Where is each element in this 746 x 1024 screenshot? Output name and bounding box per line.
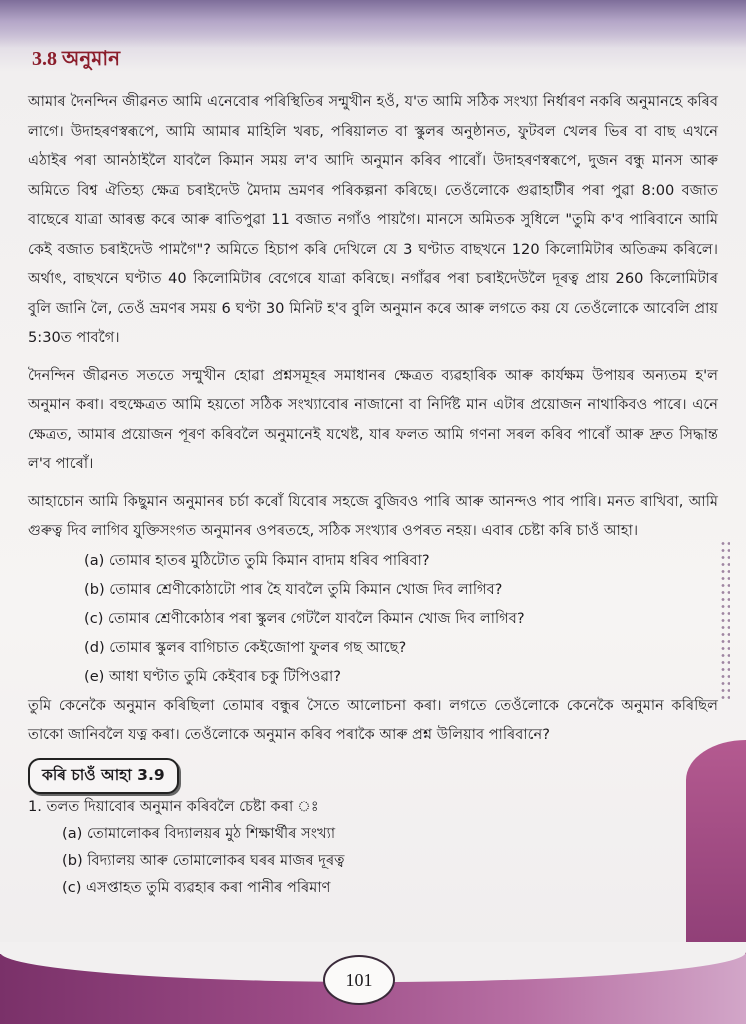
activity-item-b: (b) বিদ্যালয় আৰু তোমালোকৰ ঘৰৰ মাজৰ দূৰত্ব (62, 851, 345, 869)
paragraph-discussion: তুমি কেনেকৈ অনুমান কৰিছিলা তোমাৰ বন্ধুৰ সৈতে আলোচনা কৰা। লগতে তেওঁলোকে কেনেকৈ অনুমান কৰিছিল তাকো জানিবলৈ যত্ন কৰা। তেওঁলোকে অনুমান কৰিব পৰাকৈ আৰু প্ৰশ্ন উলিয়াব পাৰিবানে? (28, 696, 718, 743)
activity-item-a: (a) তোমালোকৰ বিদ্যালয়ৰ মুঠ শিক্ষাৰ্থীৰ সংখ্যা (62, 824, 336, 842)
paragraph-practice: আহাচোন আমি কিছুমান অনুমানৰ চৰ্চা কৰোঁ যিবোৰ সহজে বুজিবও পাৰি আৰু আনন্দও পাব পাৰি। মনত ৰাখিবা, আমি গুৰুত্ব দিব লাগিব যুক্তিসংগত অনুমানৰ ওপৰতহে, সঠিক সংখ্যাৰ ওপৰত নহয়। এবাৰ চেষ্টা কৰি চাওঁ আহা। (28, 492, 718, 539)
activity-instruction: 1. তলত দিয়াবোৰ অনুমান কৰিবলৈ চেষ্টা কৰা ঃ (28, 797, 319, 815)
question-item-d: (d) তোমাৰ স্কুলৰ বাগিচাত কেইজোপা ফুলৰ গছ আছে? (84, 638, 407, 656)
header-band-decoration (0, 0, 746, 48)
activity-item-c: (c) এসপ্তাহত তুমি ব্যৱহাৰ কৰা পানীৰ পৰিমাণ (62, 878, 331, 896)
activity-list (28, 820, 718, 901)
section-title: 3.8 অনুমান (32, 48, 121, 70)
question-item-b: (b) তোমাৰ শ্ৰেণীকোঠাটো পাৰ হৈ যাবলৈ তুমি কিমান খোজ দিব লাগিব? (84, 580, 503, 598)
question-item-e: (e) আধা ঘণ্টাত তুমি কেইবাৰ চকু টিপিওৱা? (84, 667, 342, 685)
question-list (28, 546, 718, 691)
page-number: 101 (323, 955, 395, 1005)
paragraph-estimation-use: দৈনন্দিন জীৱনত সততে সন্মুখীন হোৱা প্ৰশ্নসমূহৰ সমাধানৰ ক্ষেত্ৰত ব্যৱহাৰিক আৰু কাৰ্যক্ষম উপায়ৰ অন্যতম হ'ল অনুমান কৰা। বহুক্ষেত্ৰত আমি হয়তো সঠিক সংখ্যাবোৰ নাজানো বা নিৰ্দিষ্ট মান এটাৰ প্ৰয়োজন নাথাকিবও পাৰে। এনে ক্ষেত্ৰত, আমাৰ প্ৰয়োজন পূৰণ কৰিবলৈ অনুমানেই যথেষ্ট, যাৰ ফলত আমি গণনা সৰল কৰিব পাৰোঁ আৰু দ্ৰুত সিদ্ধান্ত ল'ব পাৰোঁ। (28, 366, 718, 472)
question-item-c: (c) তোমাৰ শ্ৰেণীকোঠাৰ পৰা স্কুলৰ গেটলৈ যাবলৈ কিমান খোজ দিব লাগিব? (84, 609, 525, 627)
question-item-a: (a) তোমাৰ হাতৰ মুঠিটোত তুমি কিমান বাদাম ধৰিব পাৰিবা? (84, 551, 430, 569)
paragraph-intro: আমাৰ দৈনন্দিন জীৱনত আমি এনেবোৰ পৰিস্থিতিৰ সন্মুখীন হওঁ, য'ত আমি সঠিক সংখ্যা নিৰ্ধাৰণ নকৰি অনুমানহে কৰিব লাগে। উদাহৰণস্বৰূপে, আমি আমাৰ মাহিলি খৰচ, পৰিয়ালত বা স্কুলৰ অনুষ্ঠানত, ফুটবল খেলৰ ভিৰ বা বাছ এখনে এঠাইৰ পৰা আনঠাইলৈ যাবলৈ কিমান সময় ল'ব আদি অনুমান কৰিব পাৰোঁ। উদাহৰণস্বৰূপে, দুজন বন্ধু মানস আৰু অমিতে বিশ্ব ঐতিহ্য ক্ষেত্ৰ চৰাইদেউ মৈদাম ভ্ৰমণৰ পৰিকল্পনা কৰিছে। তেওঁলোকে গুৱাহাটীৰ পৰা পুৱা 8:00 বজাত বাছেৰে যাত্ৰা আৰম্ভ কৰে আৰু ৰাতিপুৱা 11 বজাত নগাঁও পায়গৈ। মানসে অমিতক সুধিলে "তুমি ক'ব পাৰিবানে আমি কেই বজাত চৰাইদেউ পামগৈ"? অমিতে হিচাপ কৰি দেখিলে যে 3 ঘণ্টাত বাছখনে 120 কিলোমিটাৰ অতিক্ৰম কৰিলে। অৰ্থাৎ, বাছখনে ঘণ্টাত 40 কিলোমিটাৰ বেগেৰে যাত্ৰা কৰিছে। নগাঁৱৰ পৰা চৰাইদেউলৈ দূৰত্ব প্ৰায় 260 কিলোমিটাৰ বুলি জানি লৈ, তেওঁ ভ্ৰমণৰ সময় 6 ঘণ্টা 30 মিনিট হ'ব বুলি অনুমান কৰে আৰু লগতে কয় যে তেওঁলোকে আবেলি প্ৰায় 5:30ত পাবগৈ। (28, 93, 718, 346)
dot-pattern-decoration (720, 540, 730, 700)
page-content (28, 44, 718, 901)
activity-box-title: কৰি চাওঁ আহা 3.9 (28, 758, 179, 794)
